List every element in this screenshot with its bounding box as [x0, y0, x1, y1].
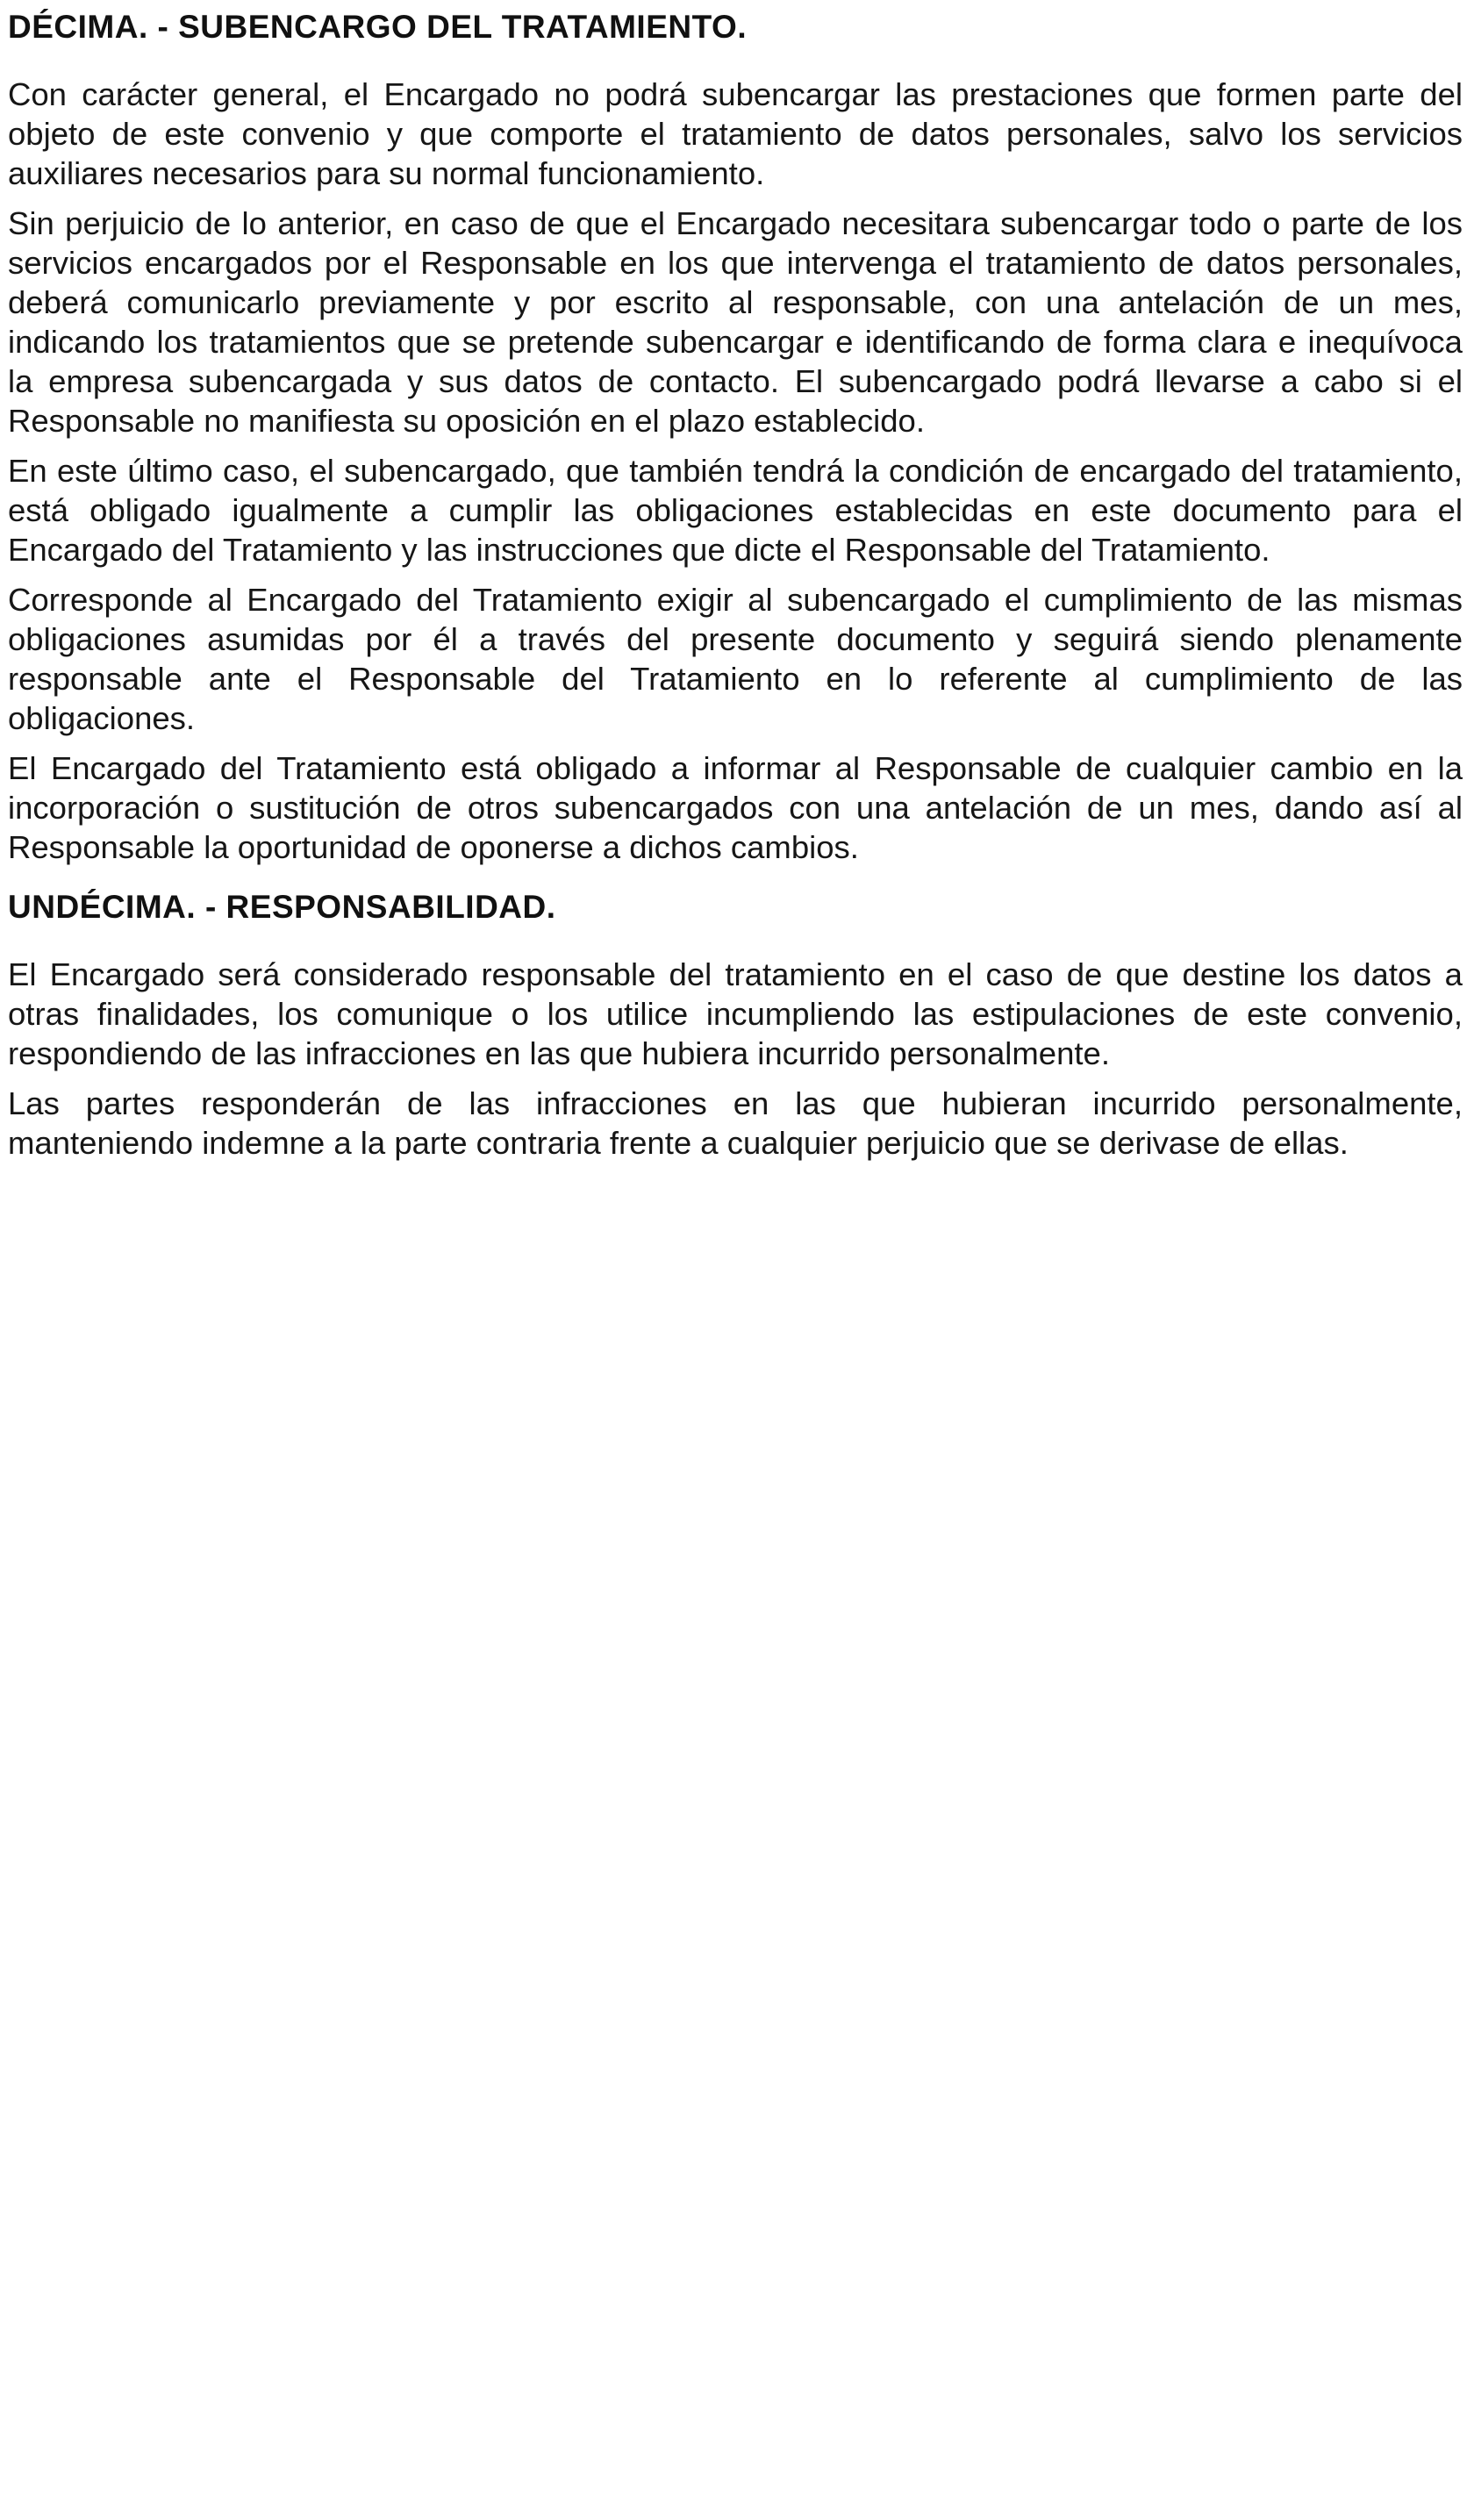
document-body: [8, 7, 1463, 1163]
paragraph: [8, 748, 1463, 867]
text-line: obligaciones.: [8, 700, 196, 736]
section-heading: UNDÉCIMA. - RESPONSABILIDAD.: [8, 889, 556, 925]
text-line: Sin perjuicio de lo anterior, en caso de que el Encargado necesitara subencargar todo o parte de los: [8, 205, 1463, 241]
text-line: auxiliares necesarios para su normal funcionamiento.: [8, 155, 765, 191]
text-line: El Encargado del Tratamiento está obligado a informar al Responsable de cualquier cambio en la: [8, 750, 1463, 786]
text-line: respondiendo de las infracciones en las que hubiera incurrido personalmente.: [8, 1035, 1110, 1071]
text-line: responsable ante el Responsable del Tratamiento en lo referente al cumplimiento de las: [8, 661, 1463, 697]
text-line: Encargado del Tratamiento y las instrucciones que dicte el Responsable del Tratamiento.: [8, 532, 1270, 568]
text-line: está obligado igualmente a cumplir las obligaciones establecidas en este documento para el: [8, 492, 1463, 528]
text-line: Las partes responderán de las infracciones en las que hubieran incurrido personalmente,: [8, 1085, 1463, 1121]
text-line: Corresponde al Encargado del Tratamiento exigir al subencargado el cumplimiento de las mismas: [8, 582, 1463, 618]
text-line: la empresa subencargada y sus datos de contacto. El subencargado podrá llevarse a cabo si el: [8, 363, 1463, 399]
text-line: obligaciones asumidas por él a través del presente documento y seguirá siendo plenamente: [8, 621, 1463, 657]
text-line: El Encargado será considerado responsable del tratamiento en el caso de que destine los datos a: [8, 956, 1463, 992]
paragraph: [8, 75, 1463, 193]
text-line: En este último caso, el subencargado, que también tendrá la condición de encargado del tratamiento,: [8, 453, 1463, 489]
text-line: otras finalidades, los comunique o los utilice incumpliendo las estipulaciones de este convenio,: [8, 996, 1463, 1032]
section-heading: DÉCIMA. - SUBENCARGO DEL TRATAMIENTO.: [8, 9, 748, 45]
text-line: Responsable no manifiesta su oposición en el plazo establecido.: [8, 403, 925, 439]
text-line: manteniendo indemne a la parte contraria frente a cualquier perjuicio que se derivase de ellas.: [8, 1125, 1349, 1161]
paragraph: [8, 451, 1463, 569]
text-line: incorporación o sustitución de otros subencargados con una antelación de un mes, dando así al: [8, 790, 1463, 826]
paragraph: [8, 955, 1463, 1073]
text-line: objeto de este convenio y que comporte el tratamiento de datos personales, salvo los servicios: [8, 116, 1463, 152]
text-line: indicando los tratamientos que se pretende subencargar e identificando de forma clara e inequívoca: [8, 324, 1463, 360]
paragraph: [8, 580, 1463, 738]
text-line: deberá comunicarlo previamente y por escrito al responsable, con una antelación de un mes,: [8, 284, 1463, 320]
paragraph: [8, 204, 1463, 440]
text-line: Responsable la oportunidad de oponerse a dichos cambios.: [8, 829, 859, 865]
paragraph: [8, 1084, 1463, 1163]
text-line: servicios encargados por el Responsable en los que intervenga el tratamiento de datos personales,: [8, 245, 1463, 281]
text-line: Con carácter general, el Encargado no podrá subencargar las prestaciones que formen parte del: [8, 76, 1463, 112]
